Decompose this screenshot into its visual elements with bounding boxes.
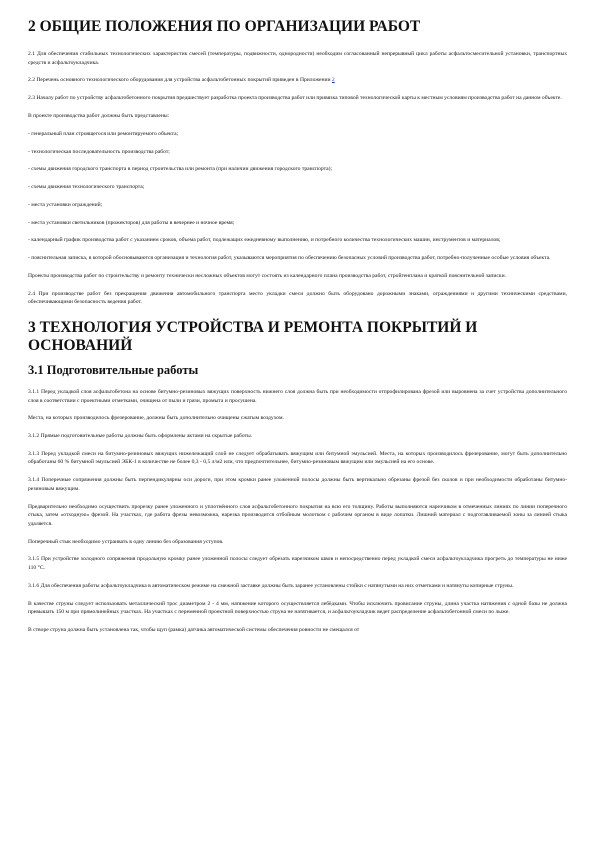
section-2-heading: 2 ОБЩИЕ ПОЛОЖЕНИЯ ПО ОРГАНИЗАЦИИ РАБОТ — [28, 18, 421, 35]
list-item: - схемы движения технологического транспорта; — [28, 184, 145, 191]
paragraph-3-1-3: 3.1.3 Перед укладкой смеси на битумно-резиновых вяжущих нижележащий слой не следует обрабатывать вяжущим или битумной эмульсией. Места, на которых производилось фрезерование, могут быть дополнительно обработаны 60 % битумной эмульсией ЭБК-1 в количестве не более 0,3 - 0,5 л/м2 или, что предпочтительнее, битумно-резиновым вяжущим или эмульсией на его основе. — [28, 450, 567, 466]
paragraph-2-1: 2.1 Для обеспечения стабильных технологических характеристик смесей (температуры, подвижности, однородности) необходим согласованный непрерывный цикл работы асфальтосмесительной установки, транспортных средств и асфальтоукладчика. — [28, 51, 567, 66]
appendix-2-link[interactable]: 2 — [331, 77, 335, 84]
paragraph-3-1-6: 3.1.6 Для обеспечения работы асфальтоукладчика в автоматическом режиме на смежной заставке должны быть заранее установлены стойки с натянутыми на них отметками и натянуты копирные струны. — [28, 582, 514, 589]
list-item: - пояснительная записка, в которой обосновываются организация и технология работ, указываются мероприятия по обеспечению безопасных условий производства работ, потребно-полученные особые условия объекта. — [28, 255, 551, 262]
list-item: - генеральный план строящегося или ремонтируемого объекта; — [28, 130, 179, 137]
paragraph-project-contents: В проекте производства работ должны быть представлены: — [28, 112, 170, 119]
paragraph-string-placement: В створе струна должна быть установлена так, чтобы щуп (рамка) датчика автоматической системы обеспечения ровности не смещался от — [28, 626, 360, 633]
paragraph-3-1-4: 3.1.4 Поперечные сопряжения должны быть перпендикулярны оси дороги, при этом кромки ранее уложенной полосы должны быть вертикально обрезаны фрезой без сколов и при необходимости обработаны битумно-резиновым вяжущим. — [28, 477, 567, 492]
list-item: - календарный график производства работ с указанием сроков, объема работ, подлежащих ежедневному выполнению, и потребного количества технологических машин, инструментов и материалов; — [28, 237, 501, 244]
paragraph-transverse-joint: Поперечный стык необходимо устраивать в одну линию без образования уступов. — [28, 538, 224, 545]
paragraph-2-3: 2.3 Началу работ по устройству асфальтобетонного покрытия предшествует разработка проекта производства работ или привязка типовой технологической карты к местным условиям производства работ на данном объекте. — [28, 95, 562, 102]
paragraph-3-1-5: 3.1.5 При устройстве холодного сопряжения продольную кромку ранее уложенной полосы следует обрезать нарезчиком швов и непосредственно перед укладкой смеси асфальтоукладчика прогреть до температуры не ниже 110 °С. — [28, 556, 567, 571]
paragraph-small-projects: Проекты производства работ по строительству и ремонту технически несложных объектов могут состоять из календарного плана производства работ, стройгенплана и краткой пояснительной записки. — [28, 272, 506, 279]
section-3-heading: 3 ТЕХНОЛОГИЯ УСТРОЙСТВА И РЕМОНТА ПОКРЫТИЙ И ОСНОВАНИЙ — [28, 318, 478, 354]
paragraph-3-1-2: 3.1.2 Прямые подготовительные работы должны быть оформлены актами на скрытые работы. — [28, 433, 253, 440]
paragraph-string-cable: В качестве струны следует использовать металлический трос диаметром 2 - 4 мм, натяжение которого осуществляется лебёдками. Чтобы исключить провисание струны, длина участка натяжения с одной базы не должна превышать 150 м при прямолинейных участках. На участках с переменной проектной поверхностью струна не натягивается, и асфальтоукладчик ведет распределение асфальтобетонной смеси по лыже. — [28, 600, 567, 616]
list-item: - технологическая последовательность производства работ; — [28, 148, 170, 155]
paragraph-2-2 — [28, 76, 567, 85]
subsection-3-1-heading: 3.1 Подготовительные работы — [28, 362, 199, 377]
paragraph-3-1-1: 3.1.1 Перед укладкой слоя асфальтобетона на основе битумно-резиновых вяжущих поверхность нижнего слоя должна быть при необходимости отпрофилирована фрезой или выровнена за счет устройства дополнительного слоя в соответствии с проектными отметками, очищена от пыли и грязи, промыта и просушена. — [28, 388, 567, 404]
paragraph-2-2-text: 2.2 Перечень основного технологического оборудования для устройства асфальтобетонных покрытий приведен в Приложении — [28, 77, 332, 84]
paragraph-2-4: 2.4 При производстве работ без прекращения движения автомобильного транспорта место укладки смеси должно быть оборудовано дорожными знаками, ограждениями и другими техническими средствами, обеспечивающими безопасность ведения работ. — [28, 290, 567, 306]
list-item: - места установки светильников (прожекторов) для работы в вечернее и ночное время; — [28, 219, 235, 226]
list-item: - места установки ограждений; — [28, 201, 103, 208]
list-item: - схемы движения городского транспорта в период строительства или ремонта (при наличии движения городского транспорта); — [28, 166, 333, 173]
paragraph-milled-areas: Места, на которых производилось фрезерование, должны быть дополнительно очищены сжатым воздухом. — [28, 415, 284, 422]
paragraph-preliminary-cutting: Предварительно необходимо осуществить прорезку ранее уложенного и уплотнённого слоя асфальтобетонного покрытия на всю его толщину. Работы выполняются нарезчиком в отмеченных линиях по линии поперечного стыка, затем «отходную» фрезой. На участках, где работа фрезы невозможна, нарезка производится отбойным молотком с рабочим органом в виде лопатки. Лишний материал с подготавливаемой зоны за линией стыка удаляется. — [28, 503, 567, 527]
